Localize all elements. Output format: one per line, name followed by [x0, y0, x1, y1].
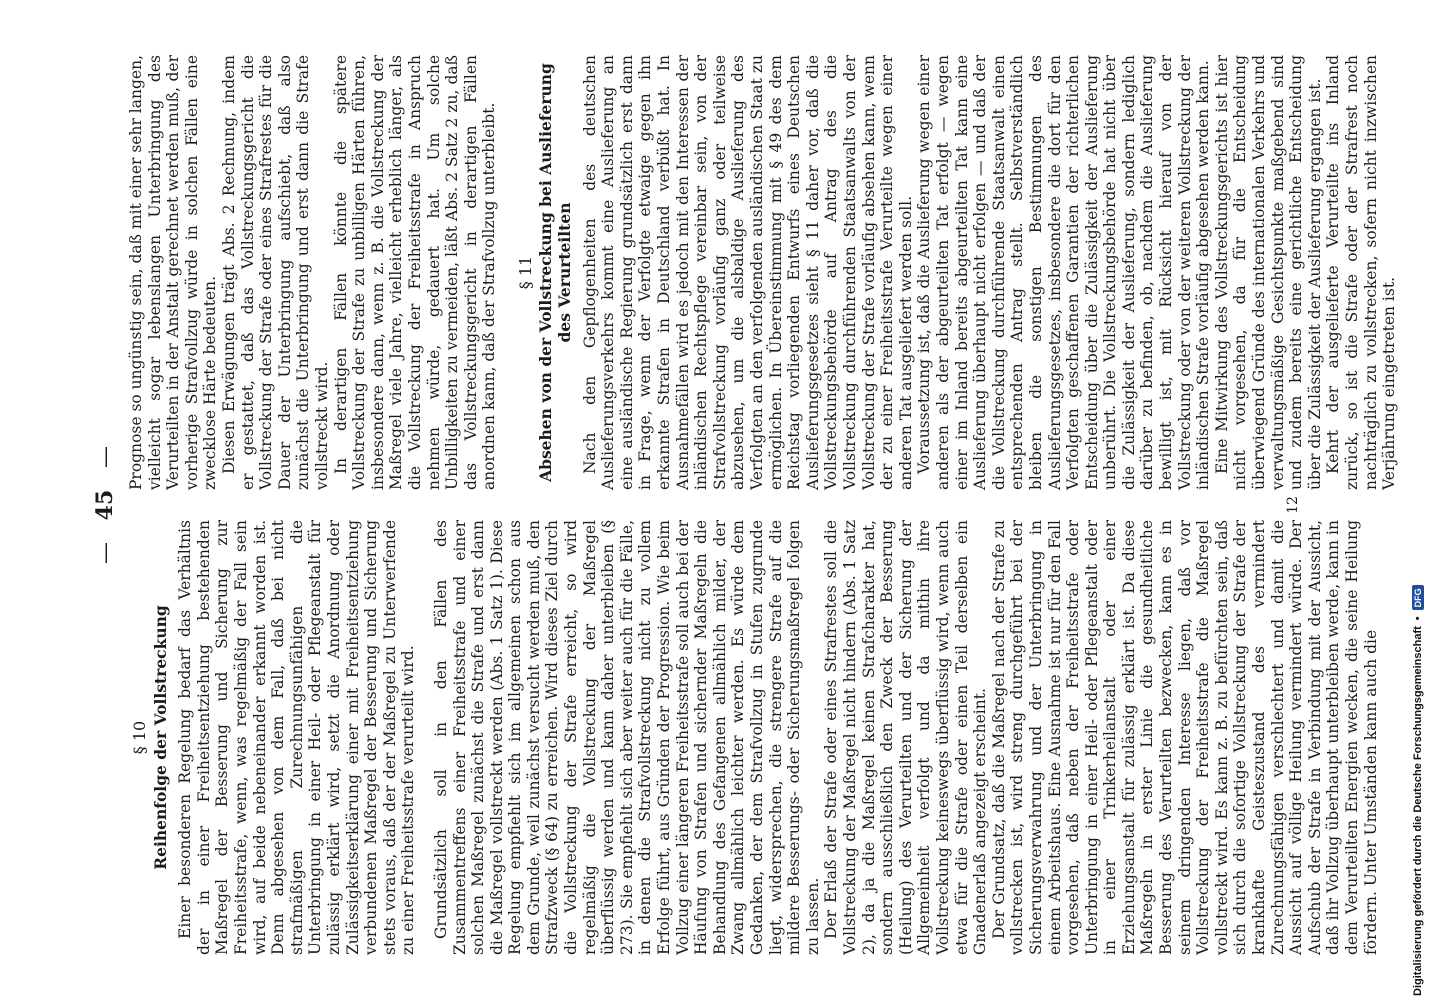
- rotated-document-page: [85, 55, 1399, 955]
- section-10-title: Reihenfolge der Vollstreckung: [150, 605, 170, 870]
- paragraph: Diesen Erwägungen trägt Abs. 2 Rechnung, indem er gestattet, daß das Vollstreckungsgericht die Vollstreckung der Strafe oder eines Strafrestes für die Dauer der Unterbringung aufschiebt, daß also zunächst die Unterbringung und erst dann die Strafe vollstreckt wird.: [219, 55, 331, 490]
- paragraph: Nach den Gepflogenheiten des deutschen Auslieferungsverkehrs kommt eine Auslieferung an eine ausländische Regierung grundsätzlich erst dann in Frage, wenn der Verfolgte etwaige gegen ihn erkannte Strafen in Deutschland verbüßt hat. In Ausnahmefällen wird es jedoch mit den Interessen der inländischen Rechtspflege vereinbar sein, von der Strafvollstreckung vorläufig ganz oder teilweise abzusehen, um die alsbaldige Auslieferung des Verfolgten an den verfolgenden ausländischen Staat zu ermöglichen. In Übereinstimmung mit § 49 des dem Reichstag vorliegenden Entwurfs eines Deutschen Auslieferungsgesetzes sieht § 11 daher vor, daß die Vollstreckungsbehörde auf Antrag des die Vollstreckung durchführenden Staatsanwalts von der Vollstreckung der Strafe vorläufig absehen kann, wenn der zu einer Freiheitsstrafe Verurteilte wegen einer anderen Tat ausgeliefert werden soll.: [580, 55, 915, 490]
- paragraph: Voraussetzung ist, daß die Auslieferung wegen einer anderen als der abgeurteilten Tat erfolgt — wegen einer im Inland bereits abgeurteilten Tat kann eine Auslieferung überhaupt nicht erfolgen — und daß der die Vollstreckung durchführende Staatsanwalt einen entsprechenden Antrag stellt. Selbstverständlich bleiben die sonstigen Bestimmungen des Auslieferungsgesetzes, insbesondere die dort für den Verfolgten geschaffenen Garantien der richterlichen Entscheidung über die Zulässigkeit der Auslieferung unberührt. Die Vollstreckungsbehörde hat nicht über die Zulässigkeit der Auslieferung, sondern lediglich darüber zu befinden, ob, nachdem die Auslieferung bewilligt ist, mit Rücksicht hierauf von der Vollstreckung oder von der weiteren Vollstreckung der inländischen Strafe vorläufig abgesehen werden kann.: [915, 55, 1213, 490]
- paragraph: Grundsätzlich soll in den Fällen des Zusammentreffens einer Freiheitsstrafe und einer solchen Maßregel zunächst die Strafe und erst dann die Maßregel vollstreckt werden (Abs. 1 Satz 1). Diese Regelung empfiehlt sich im allgemeinen schon aus dem Grunde, weil zunächst versucht werden muß, den Strafzweck (§ 64) zu erreichen. Wird dieses Ziel durch die Vollstreckung der Strafe erreicht, so wird regelmäßig die Vollstreckung der Maßregel überflüssig werden und kann daher unterbleiben (§ 273). Sie empfiehlt sich aber weiter auch für die Fälle, in denen die Strafvollstreckung nicht zu vollem Erfolge führt, aus Gründen der Progression. Wie beim Vollzug einer längeren Freiheitsstrafe soll auch bei der Häufung von Strafen und sichernder Maßregeln die Behandlung des Gefangenen allmählich milder, der Zwang allmählich leichter werden. Es würde dem Gedanken, der dem Strafvollzug in Stufen zugrunde liegt, widersprechen, die strengere Strafe auf die mildere Besserungs- oder Sicherungsmaßregel folgen zu lassen.: [431, 520, 822, 955]
- digitization-credit: [1410, 0, 1434, 1000]
- paragraph: Der Erlaß der Strafe oder eines Strafrestes soll die Vollstreckung der Maßregel nicht hindern (Abs. 1 Satz 2), da ja die Maßregel keinen Strafcharakter hat, sondern ausschließlich den Zweck der Besserung (Heilung) des Verurteilten und der Sicherung der Allgemeinheit verfolgt und da mithin ihre Vollstreckung keineswegs überflüssig wird, wenn auch etwa für die Strafe oder einen Teil derselben ein Gnadenerlaß angezeigt erscheint.: [822, 520, 990, 955]
- section-10-number: § 10: [130, 720, 149, 755]
- paragraph: Einer besonderen Regelung bedarf das Verhältnis der in einer Freiheitsentziehung bestehenden Maßregel der Besserung und Sicherung zur Freiheitsstrafe, wenn, was regelmäßig der Fall sein wird, auf beide nebeneinander erkannt worden ist. Denn abgesehen von dem Fall, daß bei nicht strafmäßigen Zurechnungsunfähigen die Unterbringung in einer Heil- oder Pflegeanstalt für zulässig erklärt wird, setzt die Anordnung oder Zulässigkeitserklärung einer mit Freiheitsentziehung verbundenen Maßregel der Besserung und Sicherung stets voraus, daß der der Maßregel zu Unterwerfende zu einer Freiheitsstrafe verurteilt wird.: [176, 520, 418, 955]
- header-dash-left: —: [93, 541, 118, 564]
- section-11-number: § 11: [515, 255, 535, 290]
- page-number: 45: [92, 489, 118, 521]
- dfg-logo: DFG: [1412, 585, 1424, 610]
- credit-text: Digitalisierung gefördert durch die Deutsche Forschungsgemeinschaft: [1412, 626, 1424, 996]
- paragraph: Prognose so ungünstig sein, daß mit einer sehr langen, vielleicht sogar lebenslangen Unterbringung des Verurteilten in der Anstalt gerechnet werden muß, der vorherige Strafvollzug würde in solchen Fällen eine zwecklose Härte bedeuten.: [127, 55, 220, 490]
- left-column: [127, 520, 1380, 955]
- page-header: [85, 55, 125, 955]
- sheet-number: 12: [1285, 496, 1301, 514]
- paragraph: Der Grundsatz, daß die Maßregel nach der Strafe zu vollstrecken ist, wird streng durchgeführt bei der Sicherungsverwahrung und der Unterbringung in einem Arbeitshaus. Eine Ausnahme ist nur für den Fall vorgesehen, daß neben der Freiheitsstrafe oder Unterbringung in einer Heil- oder Pflegeanstalt oder in einer Trinkerheilanstalt oder einer Erziehungsanstalt für zulässig erklärt ist. Da diese Maßregeln in erster Linie die gesundheitliche Besserung des Verurteilten bezwecken, kann es in seinem dringenden Interesse liegen, daß vor Vollstreckung der Freiheitsstrafe die Maßregel vollstreckt wird. Es kann z. B. zu befürchten sein, daß sich durch die sofortige Vollstreckung der Strafe der krankhafte Geisteszustand des vermindert Zurechnungsfähigen verschlechtert und damit die Aussicht auf völlige Heilung vermindert würde. Der Aufschub der Strafe in Verbindung mit der Aussicht, daß ihr Vollzug überhaupt unterbleiben werde, kann in dem Verurteilten Energien wecken, die seine Heilung fördern. Unter Umständen kann auch die: [989, 520, 1380, 955]
- paragraph: Kehrt der ausgelieferte Verurteilte ins Inland zurück, so ist die Strafe oder der Strafrest noch nachträglich zu vollstrecken, sofern nicht inzwischen Verjährung eingetreten ist.: [1324, 55, 1399, 490]
- header-dash-right: —: [93, 446, 118, 469]
- right-column: [127, 55, 1399, 490]
- paragraph: In derartigen Fällen könnte die spätere Vollstreckung der Strafe zu unbilligen Härten führen, insbesondere dann, wenn z. B. die Vollstreckung der Maßregel viele Jahre, vielleicht erheblich länger, als die Vollstreckung der Freiheitsstrafe in Anspruch nehmen würde, gedauert hat. Um solche Unbilligkeiten zu vermeiden, läßt Abs. 2 Satz 2 zu, daß das Vollstreckungsgericht in derartigen Fällen anordnen kann, daß der Strafvollzug unterbleibt.: [331, 55, 499, 490]
- credit-separator: •: [1412, 616, 1424, 621]
- section-11-title: Absehen von der Vollstreckung bei Auslieferung des Verurteilten: [536, 63, 575, 482]
- paragraph: Eine Mitwirkung des Vollstreckungsgerichts ist hier nicht vorgesehen, da für die Entscheidung überwiegend Gründe des internationalen Verkehrs und verwaltungsmäßige Gesichtspunkte maßgebend sind und zudem bereits eine gerichtliche Entscheidung über die Zulässigkeit der Auslieferung ergangen ist.: [1212, 55, 1324, 490]
